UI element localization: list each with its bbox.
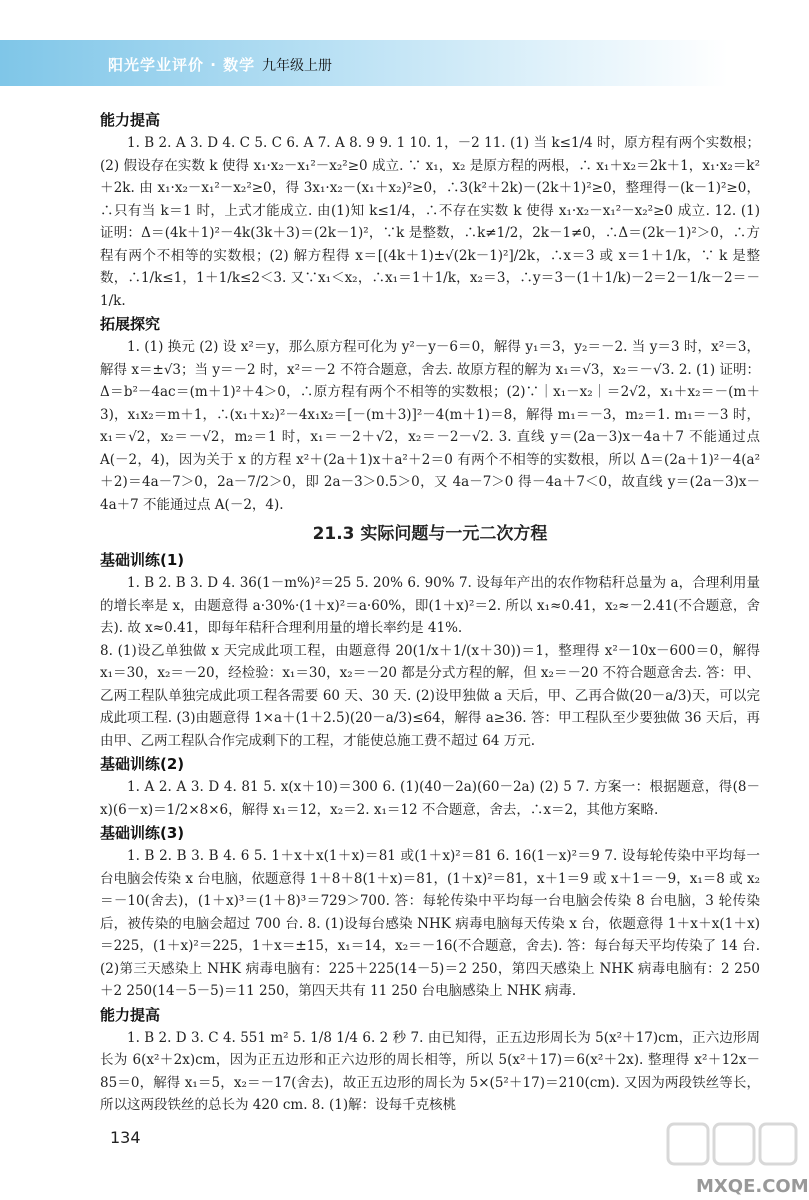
grade-label: 九年级上册	[262, 58, 332, 74]
answer-content	[100, 108, 760, 1117]
page-number: 134	[110, 1128, 141, 1147]
section-heading: 基础训练(1)	[100, 551, 185, 569]
answer-paragraph: 1. B 2. B 3. B 4. 6 5. 1＋x＋x(1＋x)＝81 或(1＋x)²＝81 6. 16(1－x)²＝9 7. 设每轮传染中平均每一台电脑会传染 x 台电脑，依题意得 1＋8＋8(1＋x)＝81，(1＋x)²＝81，x＋1＝9 或 x＋1＝－9，x₁＝8 或 x₂＝－10(舍去)，(1＋x)³＝(1＋8)³＝729＞700. 答：每轮传染中平均每一台电脑会传染 8 台电脑，3 轮传染后，被传染的电脑会超过 700 台. 8. (1)设每台感染 NHK 病毒电脑每天传染 x 台，依题意得 1＋x＋x(1＋x)＝225，(1＋x)²＝225，1＋x＝±15，x₁＝14，x₂＝－16(不合题意，舍去). 答：每台每天平均传染了 14 台. (2)第三天感染上 NHK 病毒电脑有：225＋225(14－5)＝2 250，第四天感染上 NHK 病毒电脑有：2 250＋2 250(14－5－5)＝11 250，第四天共有 11 250 台电脑感染上 NHK 病毒.	[100, 848, 760, 999]
answer-paragraph: 1. (1) 换元 (2) 设 x²＝y，那么原方程可化为 y²－y－6＝0，解得 y₁＝3，y₂＝－2. 当 y＝3 时，x²＝3，解得 x＝±√3；当 y＝－2 时，x²＝－2 不符合题意，舍去. 故原方程的解为 x₁＝√3，x₂＝－√3. 2. (1) 证明：Δ＝b²－4ac＝(m＋1)²＋4＞0，∴原方程有两个不相等的实数根；(2)∵｜x₁－x₂｜＝2√2，x₁＋x₂＝－(m＋3)，x₁x₂＝m＋1，∴(x₁＋x₂)²－4x₁x₂＝[－(m＋3)]²－4(m＋1)＝8，解得 m₁＝－3，m₂＝1. m₁＝－3 时，x₁＝√2，x₂＝－√2，m₂＝1 时，x₁＝－2＋√2，x₂＝－2－√2. 3. 直线 y＝(2a－3)x－4a＋7 不能通过点 A(－2，4)，因为关于 x 的方程 x²＋(2a＋1)x＋a²＋2＝0 有两个不相等的实数根，所以 Δ＝(2a＋1)²－4(a²＋2)＝4a－7＞0，2a－7/2＞0，即 2a－3＞0.5＞0，又 4a－7＞0 得－4a＋7＜0，故直线 y＝(2a－3)x－4a＋7 不能通过点 A(－2，4).	[100, 339, 760, 513]
section-heading: 基础训练(2)	[100, 755, 185, 773]
section-heading: 能力提高	[100, 111, 161, 129]
section-heading: 能力提高	[100, 1005, 161, 1024]
answer-paragraph: 8. (1)设乙单独做 x 天完成此项工程，由题意得 20(1/x＋1/(x＋30))＝1，整理得 x²－10x－600＝0，解得 x₁＝30，x₂＝－20，经检验：x₁＝30，x₂＝－20 都是分式方程的解，但 x₂＝－20 不符合题意舍去. 答：甲、乙两工程队单独完成此项工程各需要 60 天、30 天. (2)设甲独做 a 天后，甲、乙再合做(20－a/3)天，可以完成此项工程. (3)由题意得 1×a＋(1＋2.5)(20－a/3)≤64，解得 a≥36. 答：甲工程队至少要独做 36 天后，再由甲、乙两工程队合作完成剩下的工程，才能使总施工费不超过 64 万元.	[100, 642, 760, 749]
section-heading: 基础训练(3)	[100, 824, 185, 842]
answer-paragraph: 1. B 2. B 3. D 4. 36(1－m%)²＝25 5. 20% 6. 90% 7. 设每年产出的农作物秸秆总量为 a，合理利用量的增长率是 x，由题意得 a·30%·(1＋x)²＝a·60%，即(1＋x)²＝2. 所以 x₁≈0.41，x₂≈－2.41(不合题意，舍去). 故 x≈0.41，即每年秸秆合理利用量的增长率约是 41%.	[100, 575, 760, 636]
watermark-text: MXQE.COM	[696, 1176, 809, 1197]
answer-paragraph: 1. B 2. D 3. C 4. 551 m² 5. 1/8 1/4 6. 2 秒 7. 由已知得，正五边形周长为 5(x²＋17)cm，正六边形周长为 6(x²＋2x)cm，因为正五边形和正六边形的周长相等，所以 5(x²＋17)＝6(x²＋2x). 整理得 x²＋12x－85＝0，解得 x₁＝5，x₂＝－17(舍去)，故正五边形的周长为 5×(5²＋17)＝210(cm). 又因为两段铁丝等长，所以这两段铁丝的总长为 420 cm. 8. (1)解：设每千克核桃	[100, 1029, 760, 1113]
book-series-title: 阳光学业评价 · 数学	[108, 56, 256, 74]
chapter-title: 21.3 实际问题与一元二次方程	[312, 524, 548, 544]
answer-paragraph: 1. B 2. A 3. D 4. C 5. C 6. A 7. A 8. 9 9. 1 10. 1，－2 11. (1) 当 k≤1/4 时，原方程有两个实数根；(2) 假设存在实数 k 使得 x₁·x₂－x₁²－x₂²≥0 成立. ∵ x₁，x₂ 是原方程的两根，∴ x₁＋x₂＝2k＋1，x₁·x₂＝k²＋2k. 由 x₁·x₂－x₁²－x₂²≥0，得 3x₁·x₂－(x₁＋x₂)²≥0，∴3(k²＋2k)－(2k＋1)²≥0，整理得－(k－1)²≥0，∴只有当 k＝1 时，上式才能成立. 由(1)知 k≤1/4，∴不存在实数 k 使得 x₁·x₂－x₁²－x₂²≥0 成立. 12. (1) 证明：Δ＝(4k＋1)²－4k(3k＋3)＝(2k－1)²，∵k 是整数，∴k≠1/2，2k－1≠0，∴Δ＝(2k－1)²＞0，∴方程有两个不相等的实数根；(2) 解方程得 x＝[(4k＋1)±√(2k－1)²]/2k，∴x＝3 或 x＝1＋1/k，∵ k 是整数，∴1/k≤1，1＋1/k≤2＜3. 又∵x₁＜x₂，∴x₁＝1＋1/k，x₂＝3，∴y＝3－(1＋1/k)－2＝2－1/k－2＝－1/k.	[100, 135, 760, 309]
section-heading: 拓展探究	[100, 315, 161, 333]
answer-paragraph: 1. A 2. A 3. D 4. 81 5. x(x＋10)＝300 6. (1)(40－2a)(60－2a) (2) 5 7. 方案一：根据题意，得(8－x)(6－x)＝1/2×8×6，解得 x₁＝12，x₂＝2. x₁＝12 不合题意，舍去，∴x＝2，其他方案略.	[100, 779, 760, 818]
